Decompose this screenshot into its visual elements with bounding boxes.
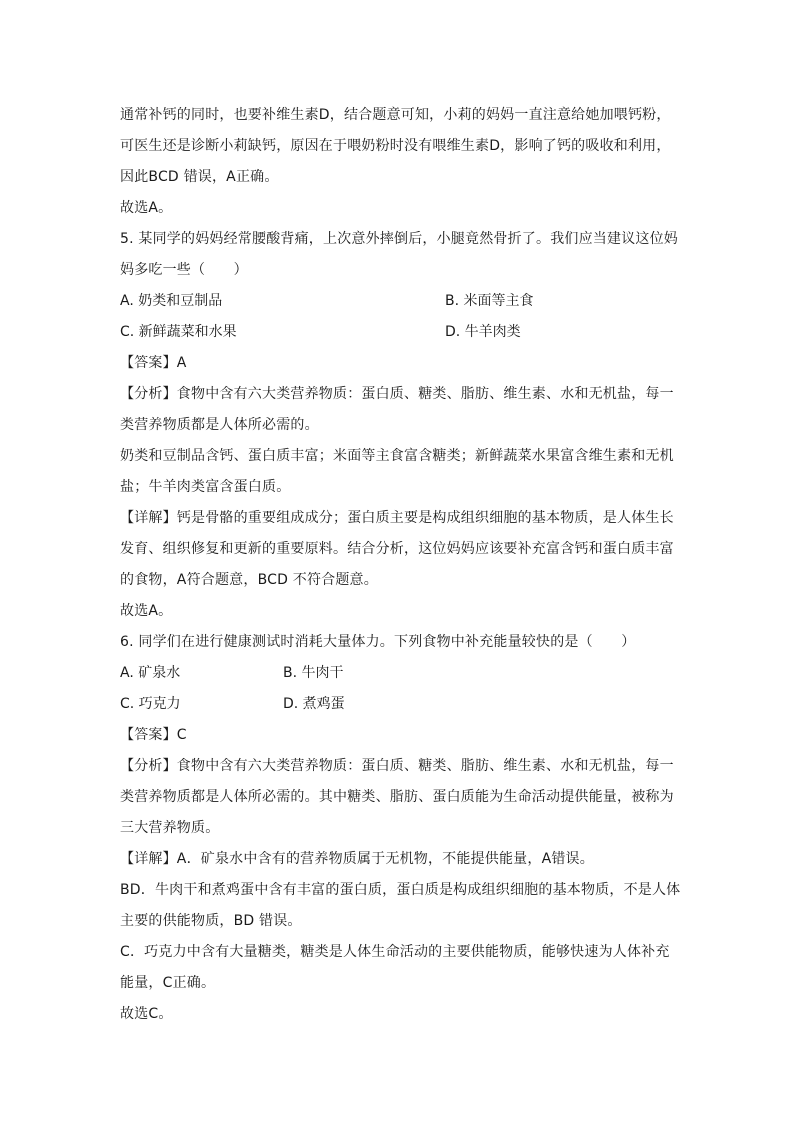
analysis-line: 三大营养物质。 <box>120 820 220 836</box>
option-c: C. 巧克力 <box>120 696 181 712</box>
question-5-stem: 妈多吃一些（ ） <box>120 262 248 278</box>
answer-line: 【答案】C <box>120 727 187 743</box>
question-5-stem: 5. 某同学的妈妈经常腰酸背痛，上次意外摔倒后，小腿竟然骨折了。我们应当建议这位妈 <box>120 231 679 247</box>
question-6-stem: 6. 同学们在进行健康测试时消耗大量体力。下列食物中补充能量较快的是（ ） <box>120 634 636 650</box>
option-b: B. 米面等主食 <box>445 293 534 309</box>
page-content <box>120 100 680 1030</box>
analysis-line: 类营养物质都是人体所必需的。其中糖类、脂肪、蛋白质能为生命活动提供能量，被称为 <box>120 789 674 805</box>
answer-line: 【答案】A <box>120 355 187 371</box>
text-line: 通常补钙的同时，也要补维生素D，结合题意可知，小莉的妈妈一直注意给她加喂钙粉， <box>120 107 671 123</box>
analysis-line: 盐；牛羊肉类富含蛋白质。 <box>120 479 291 495</box>
detail-line: C．巧克力中含有大量糖类，糖类是人体生命活动的主要供能物质，能够快速为人体补充 <box>120 944 670 960</box>
detail-line: 主要的供能物质，BD 错误。 <box>120 913 302 929</box>
option-c: C. 新鲜蔬菜和水果 <box>120 324 237 340</box>
conclusion-line: 故选A。 <box>120 603 173 619</box>
option-d: D. 牛羊肉类 <box>445 324 521 340</box>
option-a: A. 奶类和豆制品 <box>120 293 223 309</box>
conclusion-line: 故选A。 <box>120 200 173 216</box>
option-b: B. 牛肉干 <box>283 665 344 681</box>
detail-line: 发育、组织修复和更新的重要原料。结合分析，这位妈妈应该要补充富含钙和蛋白质丰富 <box>120 541 674 557</box>
analysis-line: 【分析】食物中含有六大类营养物质：蛋白质、糖类、脂肪、维生素、水和无机盐，每一 <box>120 386 674 402</box>
question-5-options-row <box>120 317 680 348</box>
question-6-options-row <box>120 658 680 689</box>
option-d: D. 煮鸡蛋 <box>283 696 345 712</box>
question-6-options-row <box>120 689 680 720</box>
detail-line: 【详解】A．矿泉水中含有的营养物质属于无机物，不能提供能量，A错误。 <box>120 851 594 867</box>
detail-line: BD．牛肉干和煮鸡蛋中含有丰富的蛋白质，蛋白质是构成组织细胞的基本物质，不是人体 <box>120 882 681 898</box>
text-line: 可医生还是诊断小莉缺钙，原因在于喂奶粉时没有喂维生素D，影响了钙的吸收和利用， <box>120 138 671 154</box>
detail-line: 的食物，A符合题意，BCD 不符合题意。 <box>120 572 378 588</box>
analysis-line: 类营养物质都是人体所必需的。 <box>120 417 319 433</box>
analysis-line: 奶类和豆制品含钙、蛋白质丰富；米面等主食富含糖类；新鲜蔬菜水果富含维生素和无机 <box>120 448 674 464</box>
detail-line: 能量，C正确。 <box>120 975 216 991</box>
analysis-line: 【分析】食物中含有六大类营养物质：蛋白质、糖类、脂肪、维生素、水和无机盐，每一 <box>120 758 674 774</box>
option-a: A. 矿泉水 <box>120 665 181 681</box>
conclusion-line: 故选C。 <box>120 1006 173 1022</box>
question-5-options-row <box>120 286 680 317</box>
detail-line: 【详解】钙是骨骼的重要组成成分；蛋白质主要是构成组织细胞的基本物质，是人体生长 <box>120 510 674 526</box>
text-line: 因此BCD 错误，A正确。 <box>120 169 279 185</box>
